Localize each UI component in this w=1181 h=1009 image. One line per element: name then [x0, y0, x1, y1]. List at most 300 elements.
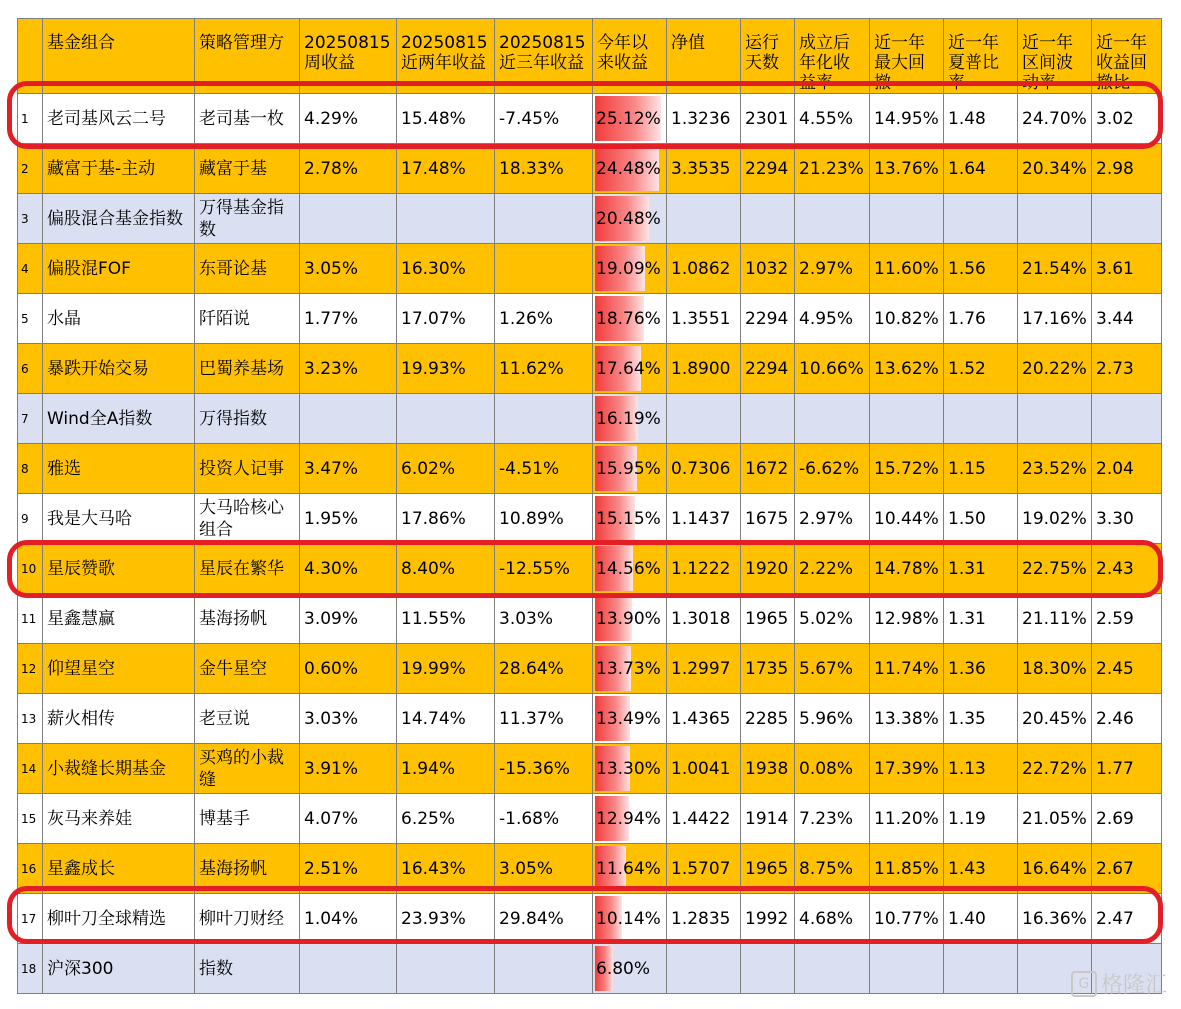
week-cell: 2.51%: [300, 844, 397, 894]
row-index: 4: [18, 244, 43, 294]
ytd-value: 16.19%: [596, 408, 661, 429]
row-index: 2: [18, 144, 43, 194]
mdd-cell: 15.72%: [870, 444, 944, 494]
manager-cell: 万得基金指数: [195, 194, 300, 244]
table-row: [18, 444, 1162, 494]
vol-cell: [1018, 394, 1092, 444]
mdd-cell: 10.77%: [870, 894, 944, 944]
nav-cell: 1.4365: [667, 694, 741, 744]
y2-cell: 17.48%: [397, 144, 495, 194]
mdd-cell: 10.82%: [870, 294, 944, 344]
week-cell: 4.29%: [300, 94, 397, 144]
table-row: [18, 344, 1162, 394]
fund-name-cell: 小裁缝长期基金: [43, 744, 195, 794]
calmar-cell: 2.45: [1092, 644, 1162, 694]
mdd-cell: 17.39%: [870, 744, 944, 794]
table-row: [18, 844, 1162, 894]
fund-name-cell: 偏股混合基金指数: [43, 194, 195, 244]
calmar-cell: [1092, 394, 1162, 444]
nav-cell: [667, 394, 741, 444]
ytd-value: 13.73%: [596, 658, 661, 679]
column-header-3: 20250815周收益: [300, 19, 397, 94]
days-cell: 2294: [741, 294, 795, 344]
ann-cell: 5.02%: [795, 594, 870, 644]
fund-name-cell: 偏股混FOF: [43, 244, 195, 294]
sharpe-cell: 1.43: [944, 844, 1018, 894]
table-row: [18, 944, 1162, 994]
fund-name-cell: 水晶: [43, 294, 195, 344]
ann-cell: -6.62%: [795, 444, 870, 494]
row-index: 13: [18, 694, 43, 744]
vol-cell: 23.52%: [1018, 444, 1092, 494]
fund-name-cell: 柳叶刀全球精选: [43, 894, 195, 944]
ann-cell: 7.23%: [795, 794, 870, 844]
ytd-cell: [593, 794, 667, 844]
mdd-cell: 13.38%: [870, 694, 944, 744]
manager-cell: 星辰在繁华: [195, 544, 300, 594]
table-row: [18, 594, 1162, 644]
column-header-0: [18, 19, 43, 94]
column-header-5: 20250815近三年收益: [495, 19, 593, 94]
y3-cell: 28.64%: [495, 644, 593, 694]
days-cell: 1675: [741, 494, 795, 544]
column-header-6: 今年以来收益: [593, 19, 667, 94]
week-cell: 3.23%: [300, 344, 397, 394]
fund-name-cell: 雅选: [43, 444, 195, 494]
ytd-cell: [593, 544, 667, 594]
fund-name-cell: 灰马来养娃: [43, 794, 195, 844]
y3-cell: 3.05%: [495, 844, 593, 894]
days-cell: 1965: [741, 844, 795, 894]
week-cell: 2.78%: [300, 144, 397, 194]
y2-cell: 23.93%: [397, 894, 495, 944]
sharpe-cell: 1.56: [944, 244, 1018, 294]
y2-cell: 16.43%: [397, 844, 495, 894]
days-cell: 1992: [741, 894, 795, 944]
sharpe-cell: [944, 194, 1018, 244]
column-header-1: 基金组合: [43, 19, 195, 94]
table-row: [18, 144, 1162, 194]
fund-name-cell: 藏富于基-主动: [43, 144, 195, 194]
manager-cell: 投资人记事: [195, 444, 300, 494]
ytd-cell: [593, 394, 667, 444]
row-index: 7: [18, 394, 43, 444]
ytd-value: 17.64%: [596, 358, 661, 379]
days-cell: 1920: [741, 544, 795, 594]
sharpe-cell: 1.19: [944, 794, 1018, 844]
table-row: [18, 794, 1162, 844]
calmar-cell: 2.69: [1092, 794, 1162, 844]
days-cell: 1735: [741, 644, 795, 694]
y2-cell: 6.02%: [397, 444, 495, 494]
y2-cell: 6.25%: [397, 794, 495, 844]
sharpe-cell: 1.31: [944, 544, 1018, 594]
column-header-8: 运行天数: [741, 19, 795, 94]
manager-cell: 博基手: [195, 794, 300, 844]
week-cell: [300, 394, 397, 444]
y2-cell: 14.74%: [397, 694, 495, 744]
row-index: 17: [18, 894, 43, 944]
y3-cell: [495, 394, 593, 444]
y3-cell: 29.84%: [495, 894, 593, 944]
nav-cell: 1.5707: [667, 844, 741, 894]
nav-cell: 1.0862: [667, 244, 741, 294]
ytd-cell: [593, 294, 667, 344]
ytd-cell: [593, 844, 667, 894]
table-row: [18, 94, 1162, 144]
y3-cell: [495, 244, 593, 294]
ann-cell: 8.75%: [795, 844, 870, 894]
y3-cell: 11.62%: [495, 344, 593, 394]
ytd-value: 15.95%: [596, 458, 661, 479]
fund-name-cell: 老司基风云二号: [43, 94, 195, 144]
ann-cell: [795, 394, 870, 444]
sharpe-cell: 1.48: [944, 94, 1018, 144]
table-row: [18, 294, 1162, 344]
manager-cell: 东哥论基: [195, 244, 300, 294]
manager-cell: 阡陌说: [195, 294, 300, 344]
days-cell: [741, 394, 795, 444]
vol-cell: 22.75%: [1018, 544, 1092, 594]
ann-cell: 10.66%: [795, 344, 870, 394]
ann-cell: [795, 944, 870, 994]
y3-cell: 1.26%: [495, 294, 593, 344]
ytd-value: 13.49%: [596, 708, 661, 729]
sharpe-cell: 1.15: [944, 444, 1018, 494]
sharpe-cell: 1.31: [944, 594, 1018, 644]
days-cell: 2285: [741, 694, 795, 744]
days-cell: [741, 944, 795, 994]
vol-cell: 22.72%: [1018, 744, 1092, 794]
y2-cell: 19.99%: [397, 644, 495, 694]
ytd-value: 20.48%: [596, 208, 661, 229]
calmar-cell: 2.59: [1092, 594, 1162, 644]
row-index: 5: [18, 294, 43, 344]
ytd-value: 10.14%: [596, 908, 661, 929]
row-index: 1: [18, 94, 43, 144]
sharpe-cell: [944, 944, 1018, 994]
mdd-cell: [870, 394, 944, 444]
manager-cell: 基海扬帆: [195, 594, 300, 644]
vol-cell: 20.34%: [1018, 144, 1092, 194]
watermark: [1071, 968, 1167, 999]
fund-ranking-table: [17, 18, 1162, 994]
week-cell: [300, 944, 397, 994]
row-index: 9: [18, 494, 43, 544]
y2-cell: 11.55%: [397, 594, 495, 644]
vol-cell: 20.45%: [1018, 694, 1092, 744]
column-header-13: 近一年收益回撤比: [1092, 19, 1162, 94]
fund-name-cell: 星鑫成长: [43, 844, 195, 894]
y3-cell: -7.45%: [495, 94, 593, 144]
ytd-value: 14.56%: [596, 558, 661, 579]
fund-name-cell: 我是大马哈: [43, 494, 195, 544]
mdd-cell: 12.98%: [870, 594, 944, 644]
ytd-cell: [593, 344, 667, 394]
manager-cell: 老豆说: [195, 694, 300, 744]
y3-cell: -15.36%: [495, 744, 593, 794]
nav-cell: 1.8900: [667, 344, 741, 394]
mdd-cell: 11.85%: [870, 844, 944, 894]
ann-cell: 2.22%: [795, 544, 870, 594]
days-cell: 1938: [741, 744, 795, 794]
days-cell: 2294: [741, 344, 795, 394]
nav-cell: 1.3018: [667, 594, 741, 644]
table-row: [18, 194, 1162, 244]
ytd-cell: [593, 494, 667, 544]
y2-cell: 17.86%: [397, 494, 495, 544]
manager-cell: 大马哈核心组合: [195, 494, 300, 544]
gelonghui-logo-icon: G: [1071, 971, 1097, 997]
mdd-cell: 11.20%: [870, 794, 944, 844]
y3-cell: 3.03%: [495, 594, 593, 644]
nav-cell: 0.7306: [667, 444, 741, 494]
manager-cell: 指数: [195, 944, 300, 994]
ytd-value: 18.76%: [596, 308, 661, 329]
mdd-cell: [870, 194, 944, 244]
ytd-value: 19.09%: [596, 258, 661, 279]
ytd-cell: [593, 244, 667, 294]
vol-cell: 20.22%: [1018, 344, 1092, 394]
watermark-text: 格隆汇: [1100, 973, 1167, 998]
row-index: 3: [18, 194, 43, 244]
y2-cell: [397, 194, 495, 244]
sharpe-cell: [944, 394, 1018, 444]
ytd-cell: [593, 644, 667, 694]
sharpe-cell: 1.40: [944, 894, 1018, 944]
week-cell: 0.60%: [300, 644, 397, 694]
week-cell: 4.30%: [300, 544, 397, 594]
manager-cell: 万得指数: [195, 394, 300, 444]
ytd-cell: [593, 944, 667, 994]
column-header-10: 近一年最大回撤: [870, 19, 944, 94]
ytd-cell: [593, 744, 667, 794]
y2-cell: 19.93%: [397, 344, 495, 394]
nav-cell: 1.3236: [667, 94, 741, 144]
calmar-cell: 2.67: [1092, 844, 1162, 894]
week-cell: 1.04%: [300, 894, 397, 944]
vol-cell: 17.16%: [1018, 294, 1092, 344]
days-cell: 1965: [741, 594, 795, 644]
ann-cell: 5.67%: [795, 644, 870, 694]
manager-cell: 金牛星空: [195, 644, 300, 694]
nav-cell: 1.0041: [667, 744, 741, 794]
manager-cell: 藏富于基: [195, 144, 300, 194]
table-body: [18, 94, 1162, 994]
ytd-value: 12.94%: [596, 808, 661, 829]
mdd-cell: 10.44%: [870, 494, 944, 544]
mdd-cell: [870, 944, 944, 994]
manager-cell: 巴蜀养基场: [195, 344, 300, 394]
fund-name-cell: 仰望星空: [43, 644, 195, 694]
manager-cell: 买鸡的小裁缝: [195, 744, 300, 794]
mdd-cell: 13.62%: [870, 344, 944, 394]
ytd-cell: [593, 894, 667, 944]
sharpe-cell: 1.52: [944, 344, 1018, 394]
sharpe-cell: 1.64: [944, 144, 1018, 194]
y3-cell: -12.55%: [495, 544, 593, 594]
calmar-cell: 3.02: [1092, 94, 1162, 144]
calmar-cell: 2.43: [1092, 544, 1162, 594]
nav-cell: [667, 194, 741, 244]
vol-cell: 24.70%: [1018, 94, 1092, 144]
ytd-value: 15.15%: [596, 508, 661, 529]
ann-cell: 2.97%: [795, 244, 870, 294]
fund-name-cell: Wind全A指数: [43, 394, 195, 444]
calmar-cell: 3.61: [1092, 244, 1162, 294]
y3-cell: [495, 194, 593, 244]
fund-name-cell: 星鑫慧赢: [43, 594, 195, 644]
table-row: [18, 694, 1162, 744]
y2-cell: [397, 944, 495, 994]
days-cell: 2294: [741, 144, 795, 194]
ytd-cell: [593, 94, 667, 144]
ytd-cell: [593, 594, 667, 644]
sharpe-cell: 1.36: [944, 644, 1018, 694]
ann-cell: 2.97%: [795, 494, 870, 544]
nav-cell: [667, 944, 741, 994]
sharpe-cell: 1.50: [944, 494, 1018, 544]
days-cell: 2301: [741, 94, 795, 144]
y3-cell: 18.33%: [495, 144, 593, 194]
manager-cell: 基海扬帆: [195, 844, 300, 894]
manager-cell: 柳叶刀财经: [195, 894, 300, 944]
mdd-cell: 14.95%: [870, 94, 944, 144]
mdd-cell: 13.76%: [870, 144, 944, 194]
header-row: [18, 19, 1162, 94]
y3-cell: 11.37%: [495, 694, 593, 744]
ytd-cell: [593, 144, 667, 194]
calmar-cell: 2.73: [1092, 344, 1162, 394]
y3-cell: -1.68%: [495, 794, 593, 844]
vol-cell: 16.36%: [1018, 894, 1092, 944]
fund-name-cell: 薪火相传: [43, 694, 195, 744]
row-index: 11: [18, 594, 43, 644]
ytd-cell: [593, 444, 667, 494]
ann-cell: 0.08%: [795, 744, 870, 794]
week-cell: 3.05%: [300, 244, 397, 294]
column-header-12: 近一年区间波动率: [1018, 19, 1092, 94]
ann-cell: 21.23%: [795, 144, 870, 194]
row-index: 6: [18, 344, 43, 394]
ytd-value: 25.12%: [596, 108, 661, 129]
week-cell: [300, 194, 397, 244]
sharpe-cell: 1.13: [944, 744, 1018, 794]
week-cell: 3.09%: [300, 594, 397, 644]
nav-cell: 1.2997: [667, 644, 741, 694]
row-index: 15: [18, 794, 43, 844]
vol-cell: 21.11%: [1018, 594, 1092, 644]
calmar-cell: 2.04: [1092, 444, 1162, 494]
week-cell: 3.03%: [300, 694, 397, 744]
ann-cell: 4.68%: [795, 894, 870, 944]
nav-cell: 1.1437: [667, 494, 741, 544]
row-index: 12: [18, 644, 43, 694]
mdd-cell: 11.74%: [870, 644, 944, 694]
vol-cell: 21.54%: [1018, 244, 1092, 294]
y3-cell: 10.89%: [495, 494, 593, 544]
mdd-cell: 14.78%: [870, 544, 944, 594]
row-index: 10: [18, 544, 43, 594]
y3-cell: -4.51%: [495, 444, 593, 494]
row-index: 14: [18, 744, 43, 794]
vol-cell: [1018, 194, 1092, 244]
manager-cell: 老司基一枚: [195, 94, 300, 144]
days-cell: 1914: [741, 794, 795, 844]
y2-cell: 15.48%: [397, 94, 495, 144]
vol-cell: 18.30%: [1018, 644, 1092, 694]
week-cell: 4.07%: [300, 794, 397, 844]
fund-name-cell: 暴跌开始交易: [43, 344, 195, 394]
table-row: [18, 644, 1162, 694]
ytd-value: 6.80%: [596, 958, 651, 979]
calmar-cell: [1092, 194, 1162, 244]
calmar-cell: 3.44: [1092, 294, 1162, 344]
y2-cell: 16.30%: [397, 244, 495, 294]
column-header-2: 策略管理方: [195, 19, 300, 94]
column-header-7: 净值: [667, 19, 741, 94]
sharpe-cell: 1.35: [944, 694, 1018, 744]
calmar-cell: 1.77: [1092, 744, 1162, 794]
table-row: [18, 744, 1162, 794]
ann-cell: 4.95%: [795, 294, 870, 344]
vol-cell: 16.64%: [1018, 844, 1092, 894]
vol-cell: 21.05%: [1018, 794, 1092, 844]
nav-cell: 3.3535: [667, 144, 741, 194]
days-cell: 1032: [741, 244, 795, 294]
calmar-cell: 2.46: [1092, 694, 1162, 744]
row-index: 8: [18, 444, 43, 494]
vol-cell: 19.02%: [1018, 494, 1092, 544]
y2-cell: 8.40%: [397, 544, 495, 594]
ytd-cell: [593, 194, 667, 244]
days-cell: 1672: [741, 444, 795, 494]
y3-cell: [495, 944, 593, 994]
column-header-11: 近一年夏普比率: [944, 19, 1018, 94]
y2-cell: 17.07%: [397, 294, 495, 344]
ann-cell: 4.55%: [795, 94, 870, 144]
week-cell: 3.47%: [300, 444, 397, 494]
column-header-9: 成立后年化收益率: [795, 19, 870, 94]
ann-cell: [795, 194, 870, 244]
ytd-cell: [593, 694, 667, 744]
ytd-value: 13.90%: [596, 608, 661, 629]
week-cell: 1.95%: [300, 494, 397, 544]
fund-name-cell: 沪深300: [43, 944, 195, 994]
fund-name-cell: 星辰赞歌: [43, 544, 195, 594]
nav-cell: 1.2835: [667, 894, 741, 944]
table-row: [18, 394, 1162, 444]
days-cell: [741, 194, 795, 244]
calmar-cell: 3.30: [1092, 494, 1162, 544]
ytd-value: 13.30%: [596, 758, 661, 779]
table-row: [18, 894, 1162, 944]
ytd-value: 24.48%: [596, 158, 661, 179]
y2-cell: [397, 394, 495, 444]
week-cell: 1.77%: [300, 294, 397, 344]
y2-cell: 1.94%: [397, 744, 495, 794]
table-row: [18, 544, 1162, 594]
row-index: 18: [18, 944, 43, 994]
mdd-cell: 11.60%: [870, 244, 944, 294]
table-row: [18, 244, 1162, 294]
nav-cell: 1.1222: [667, 544, 741, 594]
table-row: [18, 494, 1162, 544]
row-index: 16: [18, 844, 43, 894]
ytd-value: 11.64%: [596, 858, 661, 879]
calmar-cell: 2.47: [1092, 894, 1162, 944]
calmar-cell: 2.98: [1092, 144, 1162, 194]
